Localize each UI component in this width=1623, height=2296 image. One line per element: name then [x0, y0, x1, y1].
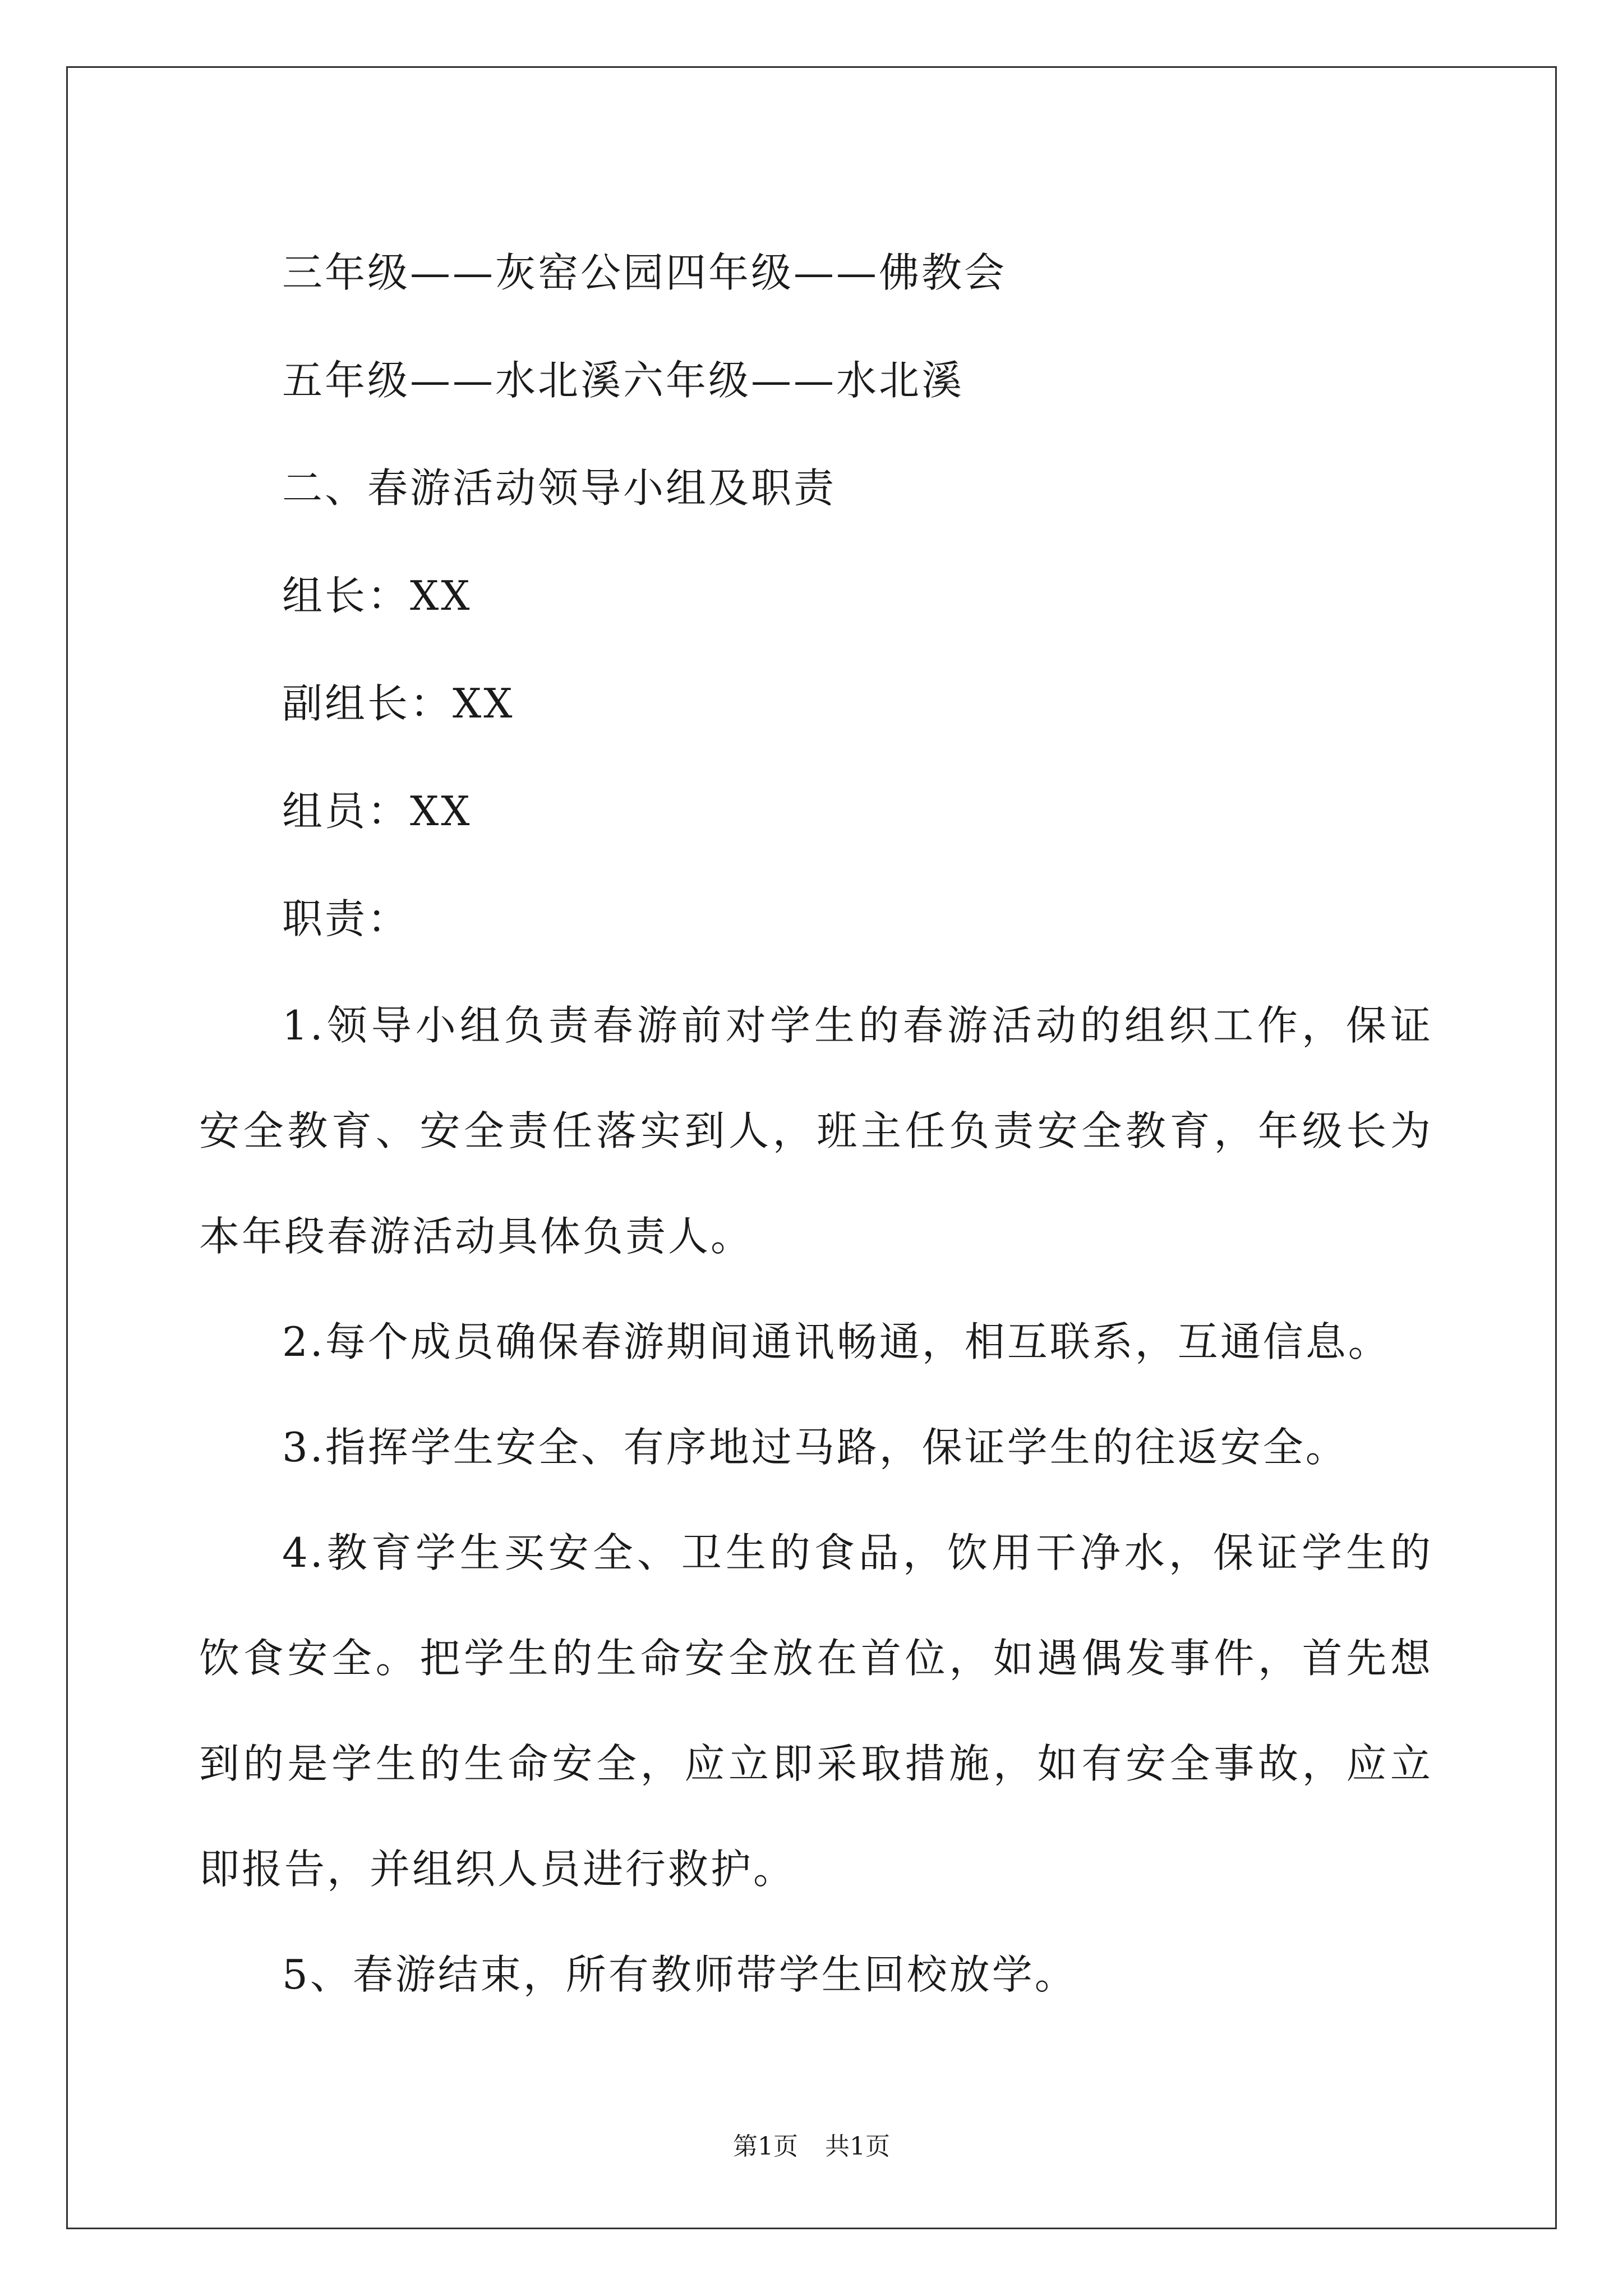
text-line: 三年级——灰窑公园四年级——佛教会: [282, 249, 1007, 296]
paragraph: 1.领导小组负责春游前对学生的春游活动的组织工作，保证安全教育、安全责任落实到人，班主任负责安全教育，年级长为本年段春游活动具体负责人。: [199, 1002, 1433, 1260]
text-line: 职责：: [282, 895, 411, 942]
section-heading: 二、春游活动领导小组及职责: [282, 464, 837, 512]
page-number: 第1页: [733, 2132, 798, 2161]
text-line: 组长：XX: [282, 572, 472, 619]
text-line: 五年级——水北溪六年级——水北溪: [282, 357, 965, 404]
text-line: 副组长：XX: [282, 680, 515, 727]
paragraph: 5、春游结束，所有教师带学生回校放学。: [282, 1951, 1077, 1998]
page-footer: [0, 2126, 1623, 2162]
text-line: 组员：XX: [282, 788, 472, 835]
page-total: 共1页: [825, 2132, 890, 2161]
paragraph: 4.教育学生买安全、卫生的食品，饮用干净水，保证学生的饮食安全。把学生的生命安全放在首位，如遇偶发事件，首先想到的是学生的生命安全，应立即采取措施，如有安全事故，应立即报告，并组织人员进行救护。: [199, 1529, 1433, 1893]
paragraph: 2.每个成员确保春游期间通讯畅通，相互联系，互通信息。: [282, 1318, 1391, 1365]
paragraph: 3.指挥学生安全、有序地过马路，保证学生的往返安全。: [282, 1424, 1348, 1471]
document-body: [199, 219, 1433, 2027]
